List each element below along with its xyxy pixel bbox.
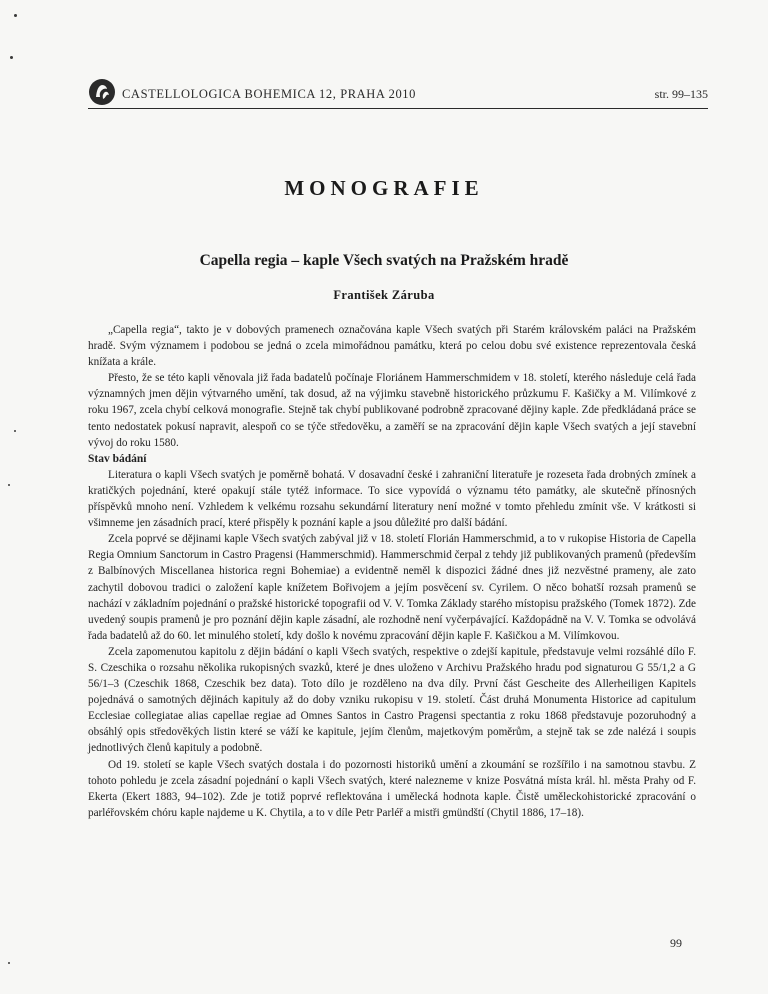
paragraph: Zcela poprvé se dějinami kaple Všech svatých zabýval již v 18. století Florián Hammerschmid, a to v rukopise Historia de Capella Regia Omnium Sanctorum in Castro Pragensi (Hammerschmid). Hammerschmid čerpal z tehdy již publikovaných pramenů (především z Balbínových Miscellanea historica regni Bohemiae) a evidentně neměl k dispozici žádné dnes již nezvěstné prameny, ale zato zachytil dobovou tradici o založení kaple knížetem Bořivojem a jejím posvěcení sv. Cyrilem. O něco bohatší rozsah pramenů se nachází v základním pojednání o pražské historické topografii od V. V. Tomka Základy starého místopisu pražského (Tomek 1872). Zde uvedený soupis pramenů je pro poznání dějin kaple zásadní, ale rozhodně není vyčerpávající. Každopádně na V. V. Tomka se odvolává řada badatelů až do 60. let minulého století, kdy došlo k novému zpracování dějin kaple F. Kašičkou a M. Vilímkovou. [88, 533, 696, 642]
paragraph: Od 19. století se kaple Všech svatých dostala i do pozornosti historiků umění a zkoumání se rozšířilo i na samotnou stavbu. Z tohoto pohledu je zcela zásadní pojednání o kapli Všech svatých, které nalezneme v knize Posvátná místa král. hl. města Prahy od F. Ekerta (Ekert 1883, 94–102). Zde je totiž poprvé reflektována i umělecká hodnota kaple. Čistě uměleckohistorické zpracování o parléřovském chóru kaple najdeme u K. Chytila, a to v díle Petr Parléř a mistři gmündští (Chytil 1886, 17–18). [88, 758, 696, 819]
scan-speck [10, 56, 13, 59]
author-name: František Záruba [333, 288, 435, 302]
paragraph: Zcela zapomenutou kapitolu z dějin bádání o kapli Všech svatých, respektive o zdejší kapitule, představuje velmi rozsáhlé dílo F. S. Czeschika o rozsahu několika rukopisných svazků, které je dnes uloženo v Archivu Pražského hradu pod signaturou G 55/1,2 a G 56/1–3 (Czeschik 1868, Czeschik bez data). Toto dílo je rozděleno na dva díly. První část Gescheite des Allerheiligen Kapitels pojednává o samotných dějinách kapituly až do doby vzniku rukopisu v 19. století. Část druhá Monumenta Historice ad capitulum Ecclesiae collegiatae alias capellae regiae ad Omnes Santos in Castro Pragensi spectantia z roku 1868 představuje pozoruhodný a obsáhlý opis středověkých listin které se váží ke kapitule, jejím členům, majetkovým poměrům, a stejně tak se zde nalézá i soupis jednotlivých členů kapituly a podobně. [88, 645, 696, 755]
castellologica-logo-icon [88, 78, 116, 106]
section-title: MONOGRAFIE [284, 176, 484, 200]
paragraph: „Capella regia“, takto je v dobových pramenech označována kaple Všech svatých při Starém královském paláci na Pražském hradě. Svým významem i podobou se jedná o zcela mimořádnou památku, která po celou dobu své existence reprezentovala česká knížata a krále. [88, 324, 696, 369]
scan-speck [14, 14, 17, 17]
scan-speck [8, 484, 10, 486]
page-range: str. 99–135 [654, 87, 708, 101]
scan-speck [14, 430, 16, 432]
article-body [88, 322, 696, 821]
journal-title: CASTELLOLOGICA BOHEMICA 12, PRAHA 2010 [122, 87, 416, 101]
page-number: 99 [670, 936, 682, 950]
article-title: Capella regia – kaple Všech svatých na Pražském hradě [199, 252, 569, 269]
paragraph: Přesto, že se této kapli věnovala již řada badatelů počínaje Floriánem Hammerschmidem v 18. století, kterého následuje celá řada významných jmen dějin výtvarného umění, tak dosud, až na výjimku stavebně historického průzkumu F. Kašičky a M. Vilímkové z roku 1967, zcela chybí celková monografie. Stejně tak chybí publikované podrobně zpracované dějiny kaple. Zde předkládaná práce se tento nedostatek pokusí napravit, alespoň co se týče středověku, a zaměří se na zpracování dějin kaple Všech svatých a její stavební vývoj do roku 1580. [88, 372, 696, 449]
paragraph: Literatura o kapli Všech svatých je poměrně bohatá. V dosavadní české i zahraniční literatuře je rozeseta řada drobných zmínek a kratičkých pojednání, které opakují stále tytéž informace. To sice vypovídá o významu této památky, ale skutečně přínosných příspěvků mnoho není. Vzhledem k velkému rozsahu sekundární literatury není možné v tomto přehledu zmínit vše. V krátkosti si všimneme jen zásadních prací, které přispěly k poznání kaple a jsou důležité pro další bádání. [88, 468, 696, 530]
scan-speck [8, 962, 10, 964]
running-header [88, 78, 708, 109]
subsection-heading: Stav bádání [88, 452, 147, 465]
